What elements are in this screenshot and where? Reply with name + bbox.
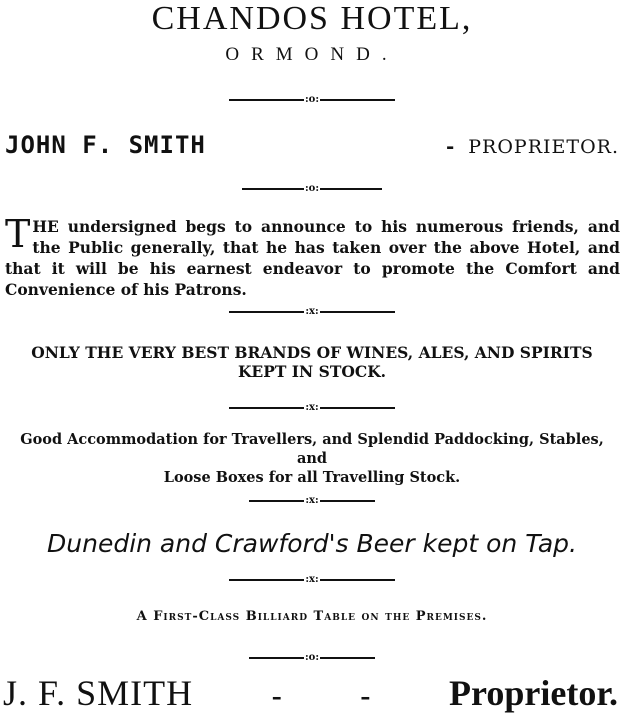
proprietor-title: PROPRIETOR.	[468, 136, 619, 158]
accommodation-line-2: Loose Boxes for all Travelling Stock.	[163, 469, 461, 486]
proprietor-dash: -	[445, 134, 455, 158]
divider-rule	[229, 579, 304, 581]
divider-5	[0, 495, 624, 507]
divider-rule	[320, 657, 375, 659]
divider-ornament: :o:	[304, 183, 320, 194]
divider-1	[0, 94, 624, 106]
divider-rule	[229, 99, 304, 101]
hotel-location: ORMOND.	[225, 44, 399, 65]
divider-rule	[249, 500, 304, 502]
divider-ornament: :x:	[305, 495, 319, 506]
footer-signature	[3, 672, 618, 714]
accommodation-notice	[3, 430, 621, 487]
hotel-name-heading: CHANDOS HOTEL,	[151, 0, 473, 37]
announcement-text: HE undersigned begs to announce to his numerous friends, and the Public generally, that he has taken over the above Hotel, and that it will be his earnest endeavor to promote the Comfort and Convenience of his Patrons.	[5, 217, 620, 299]
footer-dash: -	[360, 679, 371, 712]
proprietor-name: JOHN F. SMITH	[5, 131, 206, 159]
divider-7	[0, 652, 624, 664]
announcement-paragraph	[5, 212, 620, 300]
footer-title: Proprietor.	[449, 673, 618, 713]
drop-cap: T	[5, 212, 31, 256]
footer-name: J. F. SMITH	[3, 673, 194, 713]
divider-ornament: :x:	[305, 574, 319, 585]
divider-rule	[320, 579, 395, 581]
accommodation-line-1: Good Accommodation for Travellers, and Splendid Paddocking, Stables, and	[20, 431, 604, 467]
divider-rule	[242, 188, 304, 190]
proprietor-line	[5, 131, 619, 159]
divider-rule	[249, 657, 304, 659]
beer-notice: Dunedin and Crawford's Beer kept on Tap.	[47, 529, 577, 558]
divider-rule	[320, 99, 395, 101]
divider-3	[0, 306, 624, 318]
divider-2	[0, 183, 624, 195]
divider-ornament: :o:	[304, 652, 320, 663]
divider-rule	[320, 407, 395, 409]
divider-rule	[229, 311, 304, 313]
divider-ornament: :x:	[305, 306, 319, 317]
divider-rule	[320, 311, 395, 313]
billiard-notice: A First-Class Billiard Table on the Premises.	[136, 609, 488, 624]
divider-ornament: :o:	[304, 94, 320, 105]
divider-rule	[320, 500, 375, 502]
divider-rule	[229, 407, 304, 409]
footer-dash: -	[271, 679, 282, 712]
brands-notice	[3, 343, 621, 381]
brands-line-2: KEPT IN STOCK.	[237, 362, 387, 381]
divider-6	[0, 574, 624, 586]
divider-ornament: :x:	[305, 402, 319, 413]
brands-line-1: ONLY THE VERY BEST BRANDS OF WINES, ALES, AND SPIRITS	[31, 343, 593, 362]
divider-4	[0, 402, 624, 414]
divider-rule	[320, 188, 382, 190]
